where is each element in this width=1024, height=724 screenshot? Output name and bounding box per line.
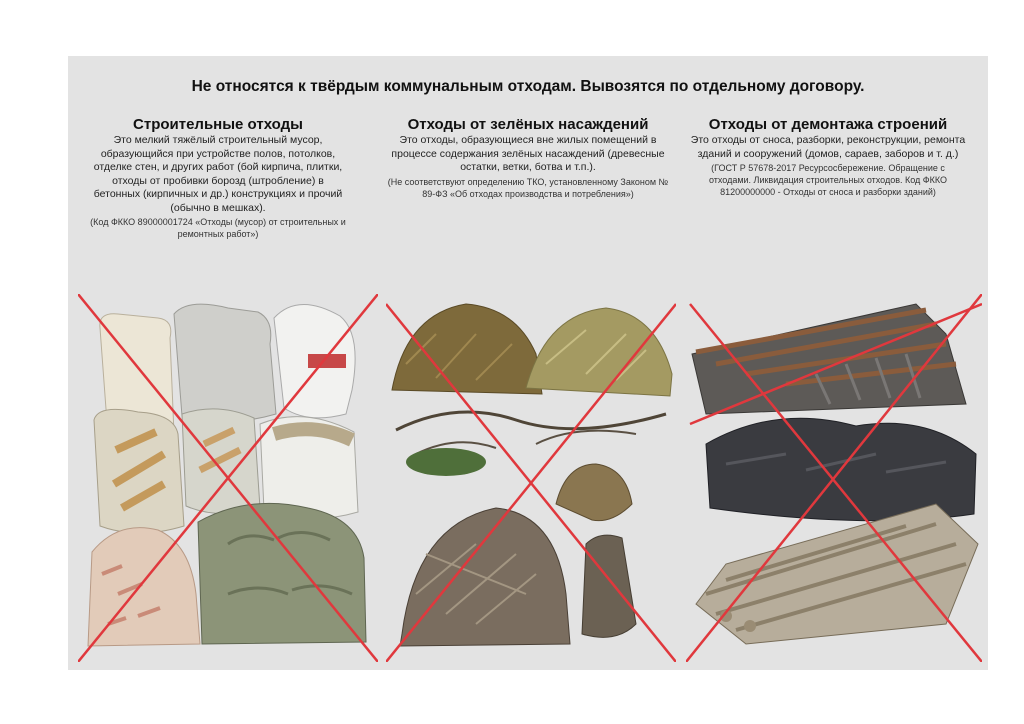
stump-6 — [582, 535, 636, 637]
column-note: (Код ФККО 89000001724 «Отходы (мусор) от строительных и ремонтных работ») — [90, 217, 346, 239]
log-pile-3 — [696, 504, 978, 644]
column-title: Отходы от демонтажа строений — [708, 116, 948, 133]
boards-slate-1 — [692, 304, 966, 414]
sack-wood-5 — [182, 409, 260, 514]
hay-pile-2 — [526, 308, 672, 396]
column-description: Это отходы от сноса, разборки, реконструкции, ремонта зданий и сооружений (домов, сараев, заборов и т. д.) — [690, 134, 966, 160]
green-sacks-8 — [198, 503, 366, 644]
demolition-waste-photo — [686, 294, 982, 662]
sack-gray-2 — [174, 304, 276, 421]
column-title: Отходы от зелёных насаждений — [407, 116, 649, 133]
construction-waste-photo — [78, 294, 378, 662]
green-waste-photo — [386, 294, 676, 662]
column-description: Это отходы, образующиеся вне жилых помещений в процессе содержания зелёных насаждений (древесные остатки, ветки, ботва и т.п.). — [391, 134, 665, 173]
hay-pile-1 — [392, 304, 542, 394]
info-panel — [68, 56, 988, 670]
branches-3 — [396, 412, 666, 476]
column-note: (Не соответствуют определению ТКО, установленному Законом № 89-ФЗ «Об отходах производства и потребления») — [387, 176, 669, 199]
column-construction-waste — [88, 118, 348, 240]
root-stump-4 — [556, 464, 632, 521]
column-note: (ГОСТ Р 57678-2017 Ресурсосбережение. Обращение с отходами. Ликвидация строительных отходов. Код ФККО 81200000000 - Отходы от сноса и разборки зданий) — [708, 163, 948, 197]
brush-heap-5 — [400, 508, 570, 646]
sack-printed-3 — [274, 304, 355, 417]
column-description: Это мелкий тяжёлый строительный мусор, образующийся при устройстве полов, потолков, отделке стен, и других работ (бой кирпича, плитки, отходы от пробивки борозд (штробление) в бетонных (кирпичных и др.) конструкциях и прочий (обычно в мешках). — [93, 134, 343, 214]
column-green-waste — [386, 118, 670, 200]
sack-wood-4 — [94, 409, 184, 533]
column-title: Строительные отходы — [133, 116, 303, 133]
page-title: Не относятся к твёрдым коммунальным отходам. Вывозятся по отдельному договору. — [191, 78, 865, 95]
column-demolition-waste — [690, 118, 966, 198]
